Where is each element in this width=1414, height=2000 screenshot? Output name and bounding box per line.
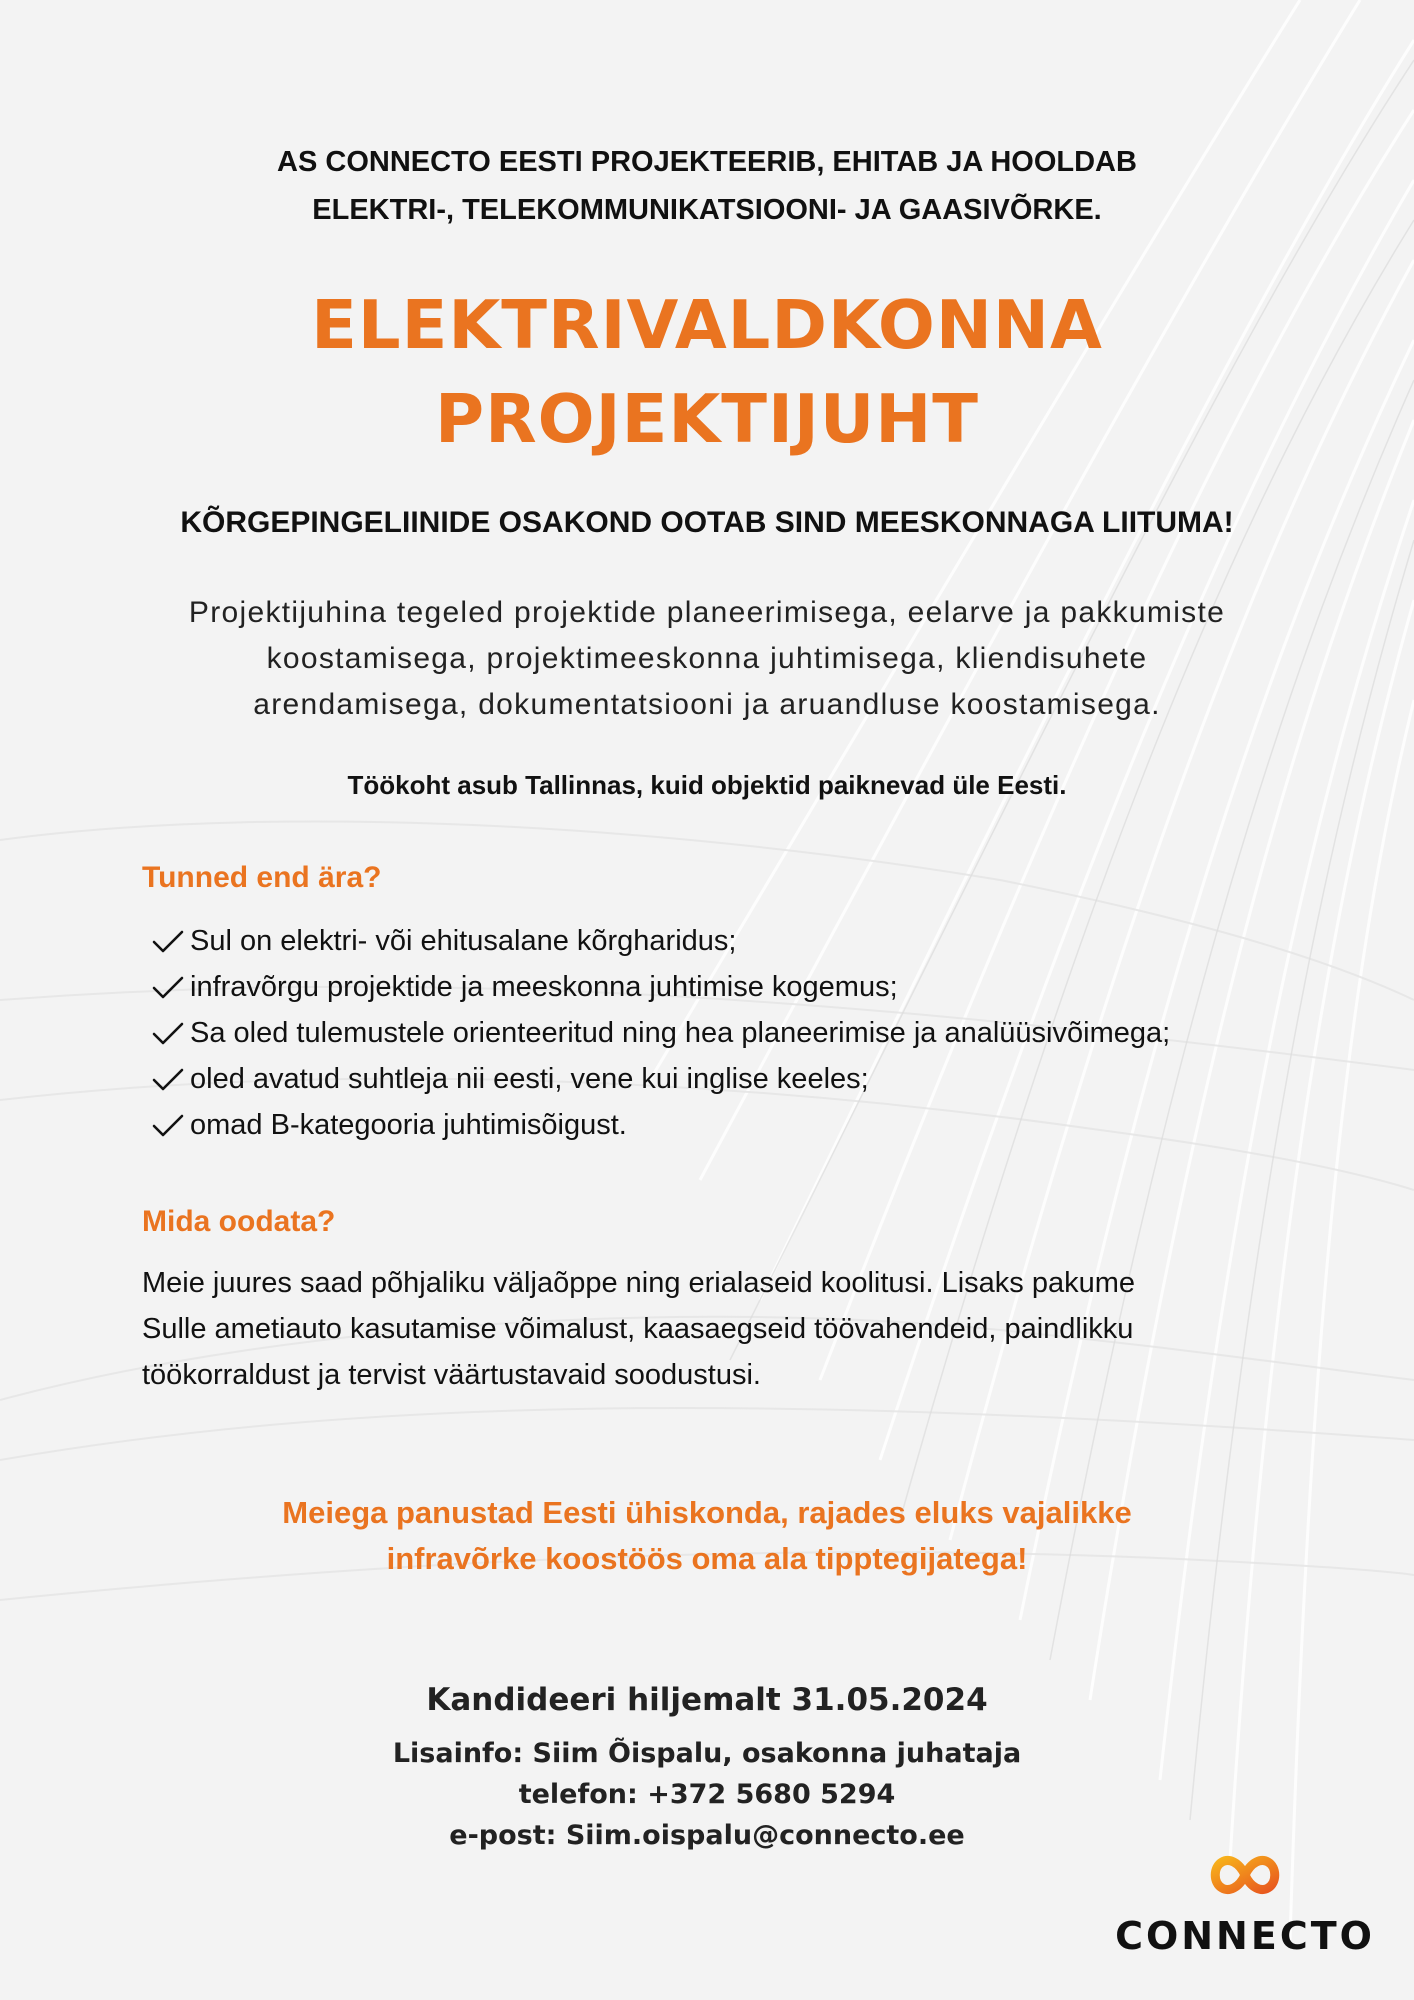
description-line-2: koostamisega, projektimeeskonna juhtimisega, kliendisuhete (266, 642, 1148, 675)
application-deadline: Kandideeri hiljemalt 31.05.2024 (426, 1682, 988, 1718)
offer-line-3: töökorraldust ja tervist väärtustavaid soodustusi. (142, 1359, 761, 1391)
tagline (107, 1490, 1307, 1582)
offer-text (142, 1260, 1322, 1398)
requirements-heading: Tunned end ära? (142, 861, 382, 894)
requirement-text: Sul on elektri- või ehitusalane kõrgharidus; (190, 924, 737, 957)
checkmark-icon (150, 926, 186, 956)
list-item (150, 1056, 1350, 1102)
contact-phone: telefon: +372 5680 5294 (518, 1779, 896, 1810)
list-item (150, 918, 1350, 964)
logo-wordmark: CONNECTO (1115, 1914, 1375, 1958)
offer-heading: Mida oodata? (142, 1205, 336, 1238)
checkmark-icon (150, 972, 186, 1002)
checkmark-icon (150, 1018, 186, 1048)
intro-line-1: AS CONNECTO EESTI PROJEKTEERIB, EHITAB JA HOOLDAB (277, 146, 1137, 178)
offer-line-1: Meie juures saad põhjaliku väljaõppe ning erialaseid koolitusi. Lisaks pakume (142, 1267, 1136, 1299)
requirement-text: infravõrgu projektide ja meeskonna juhtimise kogemus; (190, 970, 898, 1003)
tagline-line-2: infravõrke koostöös oma ala tipptegijatega! (386, 1541, 1028, 1576)
department-subheading: KÕRGEPINGELIINIDE OSAKOND OOTAB SIND MEESKONNAGA LIITUMA! (180, 506, 1234, 539)
requirement-text: Sa oled tulemustele orienteeritud ning hea planeerimise ja analüüsivõimega; (190, 1016, 1171, 1049)
checkmark-icon (150, 1064, 186, 1094)
contact-person: Lisainfo: Siim Õispalu, osakonna juhataja (392, 1738, 1022, 1769)
requirements-list (150, 918, 1350, 1148)
tagline-line-1: Meiega panustad Eesti ühiskonda, rajades eluks vajalikke (282, 1495, 1132, 1530)
requirement-text: omad B-kategooria juhtimisõigust. (190, 1108, 627, 1141)
contact-info (107, 1733, 1307, 1856)
job-title-line-1: ELEKTRIVALDKONNA (311, 286, 1103, 364)
company-intro (107, 138, 1307, 234)
list-item (150, 1010, 1350, 1056)
offer-line-2: Sulle ametiauto kasutamise võimalust, kaasaegseid töövahendeid, paindlikku (142, 1313, 1134, 1345)
list-item (150, 1102, 1350, 1148)
description-line-1: Projektijuhina tegeled projektide planeerimisega, eelarve ja pakkumiste (188, 596, 1226, 629)
contact-email: e-post: Siim.oispalu@connecto.ee (449, 1820, 965, 1851)
requirement-text: oled avatud suhtleja nii eesti, vene kui inglise keeles; (190, 1062, 869, 1095)
infinity-logo-icon (1205, 1850, 1285, 1900)
job-description (60, 590, 1354, 728)
job-location: Töökoht asub Tallinnas, kuid objektid paiknevad üle Eesti. (347, 770, 1067, 800)
checkmark-icon (150, 1110, 186, 1140)
job-title-line-2: PROJEKTIJUHT (434, 380, 979, 458)
intro-line-2: ELEKTRI-, TELEKOMMUNIKATSIOONI- JA GAASIVÕRKE. (312, 194, 1102, 226)
list-item (150, 964, 1350, 1010)
job-title (107, 278, 1307, 466)
company-logo (1100, 1850, 1390, 1960)
description-line-3: arendamisega, dokumentatsiooni ja aruandluse koostamisega. (253, 688, 1161, 721)
